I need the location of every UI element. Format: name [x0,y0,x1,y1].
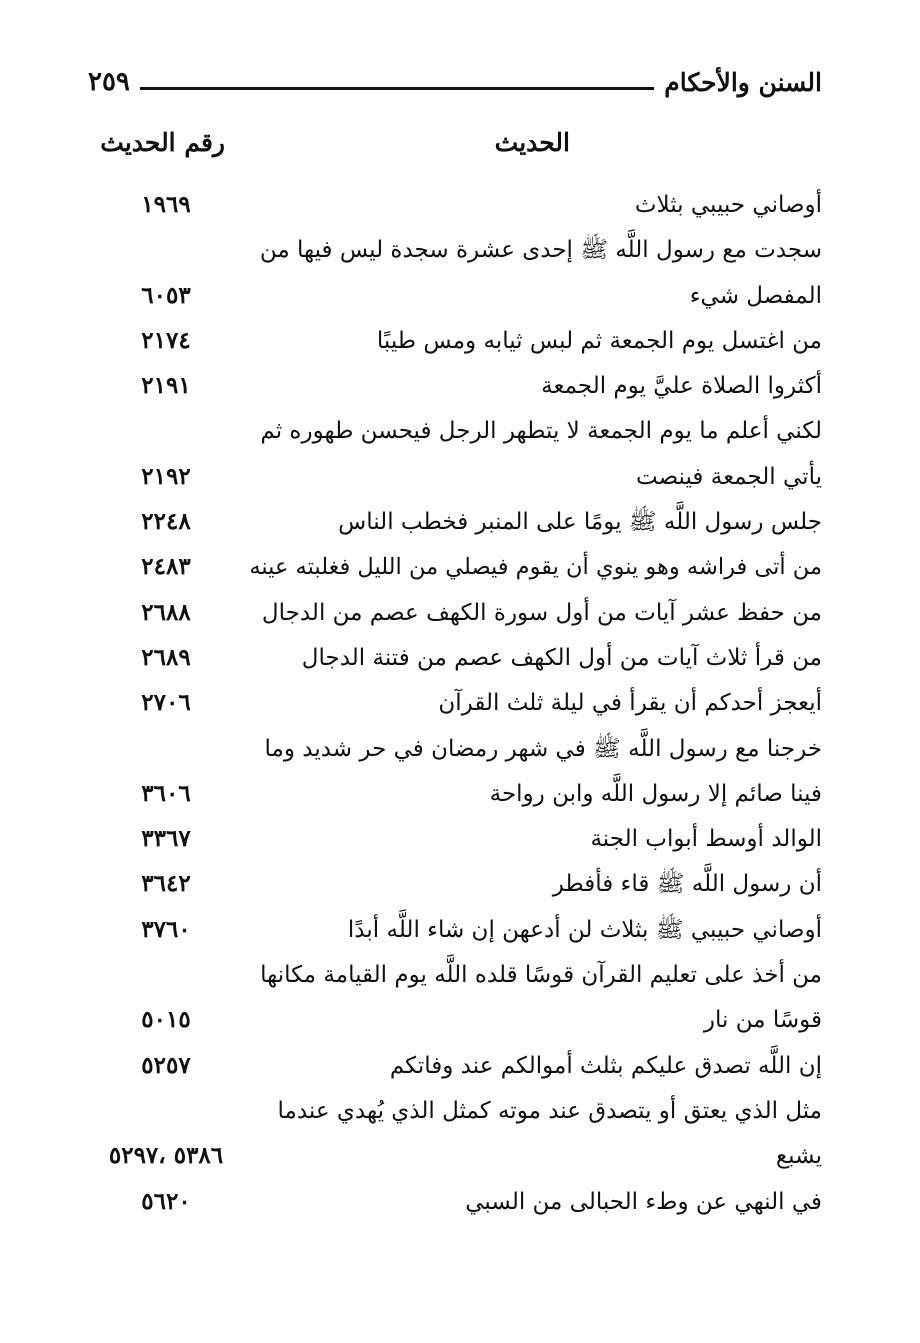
header-rule [140,87,654,90]
index-row [0,773,920,818]
hadith-text: من أخذ على تعليم القرآن قوسًا قلده اللَّه يوم القيامة مكانها [260,962,822,989]
hadith-number: ٣٦٤٢ [141,870,191,898]
hadith-number: ٢٢٤٨ [141,508,191,536]
hadith-text: لكني أعلم ما يوم الجمعة لا يتطهر الرجل فيحسن طهوره ثم [260,418,822,445]
hadith-text: يشبع [775,1143,822,1170]
hadith-number: ٥٢٥٧ [141,1051,191,1079]
index-row [0,1045,920,1090]
hadith-number: ٣٦٠٦ [141,779,191,807]
hadith-number: ١٩٦٩ [141,191,191,218]
hadith-text: أكثروا الصلاة عليَّ يوم الجمعة [541,373,822,400]
hadith-text: أيعجز أحدكم أن يقرأ في ليلة ثلث القرآن [438,690,822,717]
index-row [0,501,920,546]
hadith-text: مثل الذي يعتق أو يتصدق عند موته كمثل الذي يُهدي عندما [277,1097,822,1124]
hadith-text: من أتى فراشه وهو ينوي أن يقوم فيصلي من الليل فغلبته عينه [249,554,822,581]
hadith-number: ٢٤٨٣ [141,553,191,581]
index-row [0,1135,920,1180]
hadith-number: ٥٣٨٦ ،٥٢٩٧ [108,1142,224,1170]
index-row [0,818,920,863]
hadith-text: خرجنا مع رسول اللَّه ﷺ في شهر رمضان في حر شديد وما [264,735,822,762]
index-row [0,456,920,501]
column-header-hadith: الحديث [494,128,570,157]
hadith-text: من اغتسل يوم الجمعة ثم لبس ثيابه ومس طيبًا [376,327,822,354]
hadith-index-list [0,184,920,1226]
index-row [0,320,920,365]
hadith-number: ٢٦٨٩ [141,643,191,671]
running-title: السنن والأحكام [664,67,822,97]
hadith-number: ٦٠٥٣ [141,281,191,309]
column-header-number: رقم الحديث [100,128,225,157]
index-row [0,682,920,727]
hadith-number: ٢٦٨٨ [141,598,191,626]
hadith-text: في النهي عن وطء الحبالى من السبي [465,1188,822,1215]
hadith-number: ٢١٩١ [141,372,191,400]
hadith-text: المفصل شيء [689,282,822,309]
hadith-text: قوسًا من نار [703,1007,822,1034]
index-row [0,184,920,229]
hadith-number: ٣٣٦٧ [141,825,191,853]
hadith-text: الوالد أوسط أبواب الجنة [590,826,822,853]
index-row [0,999,920,1044]
index-row [0,863,920,908]
index-row [0,410,920,455]
page-number: ٢٥٩ [88,67,130,97]
hadith-text: من حفظ عشر آيات من أول سورة الكهف عصم من الدجال [261,599,822,626]
hadith-text: أوصاني حبيبي بثلاث [634,192,822,218]
hadith-text: من قرأ ثلاث آيات من أول الكهف عصم من فتنة الدجال [301,644,822,671]
hadith-number: ٥٦٢٠ [141,1187,191,1215]
hadith-text: أن رسول اللَّه ﷺ قاء فأفطر [552,871,822,898]
index-row [0,637,920,682]
hadith-text: يأتي الجمعة فينصت [636,463,822,490]
index-row [0,1181,920,1226]
hadith-number: ٢١٧٤ [141,326,191,354]
column-headers [0,128,920,168]
hadith-number: ٥٠١٥ [141,1006,191,1034]
index-row [0,728,920,773]
hadith-text: سجدت مع رسول اللَّه ﷺ إحدى عشرة سجدة ليس فيها من [259,237,822,264]
index-row [0,546,920,591]
index-row [0,909,920,954]
running-header [88,62,822,102]
hadith-text: إن اللَّه تصدق عليكم بثلث أموالكم عند وفاتكم [389,1052,822,1079]
hadith-text: جلس رسول اللَّه ﷺ يومًا على المنبر فخطب الناس [338,509,822,536]
hadith-text: أوصاني حبيبي ﷺ بثلاث لن أدعهن إن شاء اللَّه أبدًا [347,916,822,943]
index-row [0,229,920,274]
index-row [0,1090,920,1135]
hadith-number: ٣٧٦٠ [141,915,191,943]
index-row [0,954,920,999]
hadith-text: فينا صائم إلا رسول اللَّه وابن رواحة [489,780,822,807]
index-row [0,592,920,637]
hadith-number: ٢٧٠٦ [141,689,191,717]
hadith-number: ٢١٩٢ [141,462,191,490]
index-row [0,275,920,320]
index-row [0,365,920,410]
